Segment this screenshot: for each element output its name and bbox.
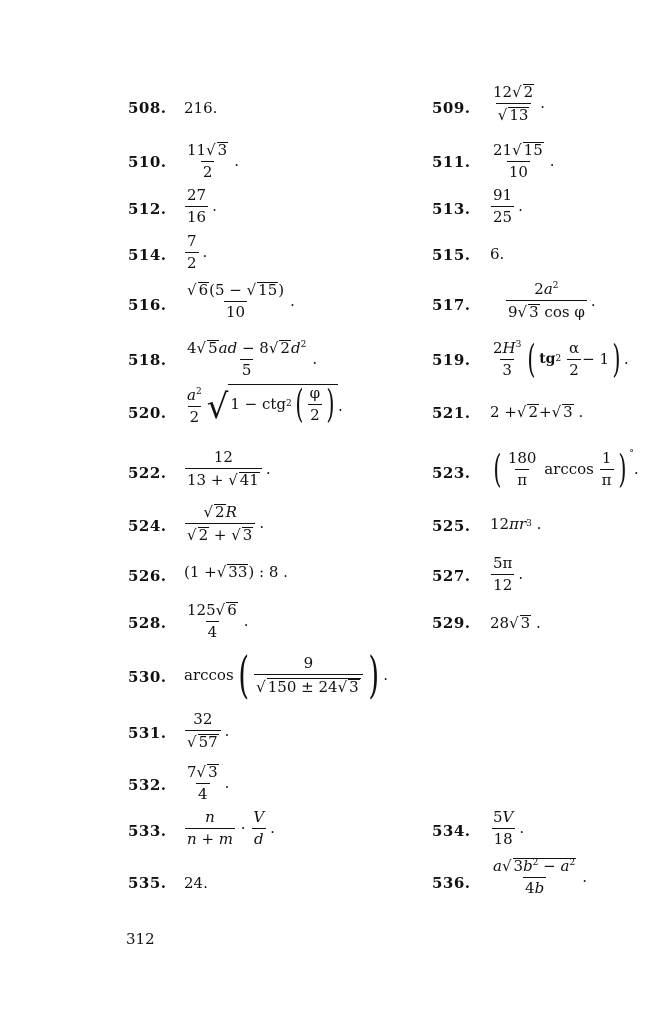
problem-number: 534.	[432, 822, 471, 840]
answer-514: $\frac{7}{2}$ .	[187, 232, 208, 272]
problem-number: 512.	[128, 200, 167, 218]
answer-row	[0, 646, 670, 710]
answer-row	[0, 337, 670, 390]
answer-531: 32 √ 57 .	[184, 712, 229, 750]
problem-number: 518.	[128, 351, 167, 369]
answer-527: $\frac{5\pi}{12}$ .	[493, 554, 524, 594]
answer-row	[0, 810, 670, 860]
problem-number: 525.	[432, 517, 471, 535]
problem-number: 516.	[128, 296, 167, 314]
answer-row	[0, 282, 670, 332]
answer-row	[0, 504, 670, 554]
answer-row	[0, 602, 670, 652]
answer-518: $\frac{4√ 5ad - 8√ 2d^2}{5}$ .	[184, 340, 317, 378]
answer-525: 12 πr 3 .	[490, 515, 542, 533]
problem-number: 508.	[128, 99, 167, 117]
problem-number: 510.	[128, 153, 167, 171]
answer-row	[0, 556, 670, 606]
answer-516: √ $\frac{6(5 - √ 15)}{10}$ .	[184, 282, 295, 320]
problem-number: 519.	[432, 351, 471, 369]
answer-517: $\frac{2a^2}{\text{9√ 3 cos φ}}$ .	[505, 282, 596, 320]
answer-508: 216.	[184, 99, 218, 117]
problem-number: 533.	[128, 822, 167, 840]
page-number: 312	[126, 930, 155, 948]
answer-row	[0, 84, 670, 134]
problem-number: 511.	[432, 153, 471, 171]
answer-510: $\frac{11√ 3}{2}$ .	[184, 142, 239, 180]
problem-number: 523.	[432, 464, 471, 482]
answer-row	[0, 858, 670, 908]
answer-522: $\frac{12}{13 + √ 41}$ .	[184, 450, 271, 488]
problem-number: 531.	[128, 724, 167, 742]
answer-513: $\frac{91}{25}$ .	[493, 186, 523, 226]
problem-number: 524.	[128, 517, 167, 535]
answer-row	[0, 712, 670, 762]
problem-number: 528.	[128, 614, 167, 632]
problem-number: 530.	[128, 668, 167, 686]
answer-row	[0, 447, 670, 500]
problem-number: 526.	[128, 567, 167, 585]
answer-521: 2 + √ 2 + √ 3 .	[490, 404, 583, 420]
problem-number: 536.	[432, 874, 471, 892]
problem-number: 527.	[432, 567, 471, 585]
problem-number: 514.	[128, 246, 167, 264]
problem-number: 522.	[128, 464, 167, 482]
answer-536: $\frac{a√ 3b^2 - a^2}{4b}$ .	[490, 858, 587, 896]
problem-number: 529.	[432, 614, 471, 632]
answer-row	[0, 234, 670, 284]
problem-number: 532.	[128, 776, 167, 794]
answer-row	[0, 382, 670, 442]
answer-532: $\frac{7√ 3}{4}$ .	[184, 764, 229, 802]
answer-528: $\frac{125√ 6}{4}$ .	[184, 602, 249, 640]
answer-520: $\frac{a^2}{2}$ √ 1 − ctg 2 ( $\frac{\varphi}{2}$ ) .	[187, 382, 343, 427]
problem-number: 517.	[432, 296, 471, 314]
problem-number: 521.	[432, 404, 471, 422]
answer-512: $\frac{27}{16}$ .	[187, 186, 217, 226]
answer-row	[0, 764, 670, 814]
answer-526: (1 + √ 33 ) : 8 .	[184, 564, 288, 580]
answer-515: 6.	[490, 245, 505, 263]
problem-number: 515.	[432, 246, 471, 264]
problem-number: 509.	[432, 99, 471, 117]
problem-number: 513.	[432, 200, 471, 218]
answer-row	[0, 142, 670, 192]
answer-519: $\frac{2H^3}{3}$ ( tg 2 $\frac{\alpha}{2}$ − 1 ) .	[493, 337, 629, 381]
answer-530: arccos ( 9 √ 150 ± 24√ 3 ) .	[184, 650, 388, 700]
answer-row	[0, 188, 670, 238]
answer-523: ( $\frac{180}{\pi}$ arccos $\frac{1}{\pi}$ ) ° .	[493, 447, 639, 491]
answer-509: 12√ 2 √ 13 .	[490, 84, 545, 123]
answer-529: 28 √ 3 .	[490, 615, 541, 631]
answer-533: $\frac{n}{n + m}$ · $\frac{V}{d}$ .	[187, 808, 275, 848]
answer-511: $\frac{21√ 15}{10}$ .	[490, 142, 555, 180]
answer-534: $\frac{5V}{18}$ .	[493, 808, 525, 848]
answer-535: 24.	[184, 874, 208, 892]
answer-524: √ 2R √ 2 + √ 3 .	[184, 504, 264, 543]
problem-number: 535.	[128, 874, 167, 892]
problem-number: 520.	[128, 404, 167, 422]
